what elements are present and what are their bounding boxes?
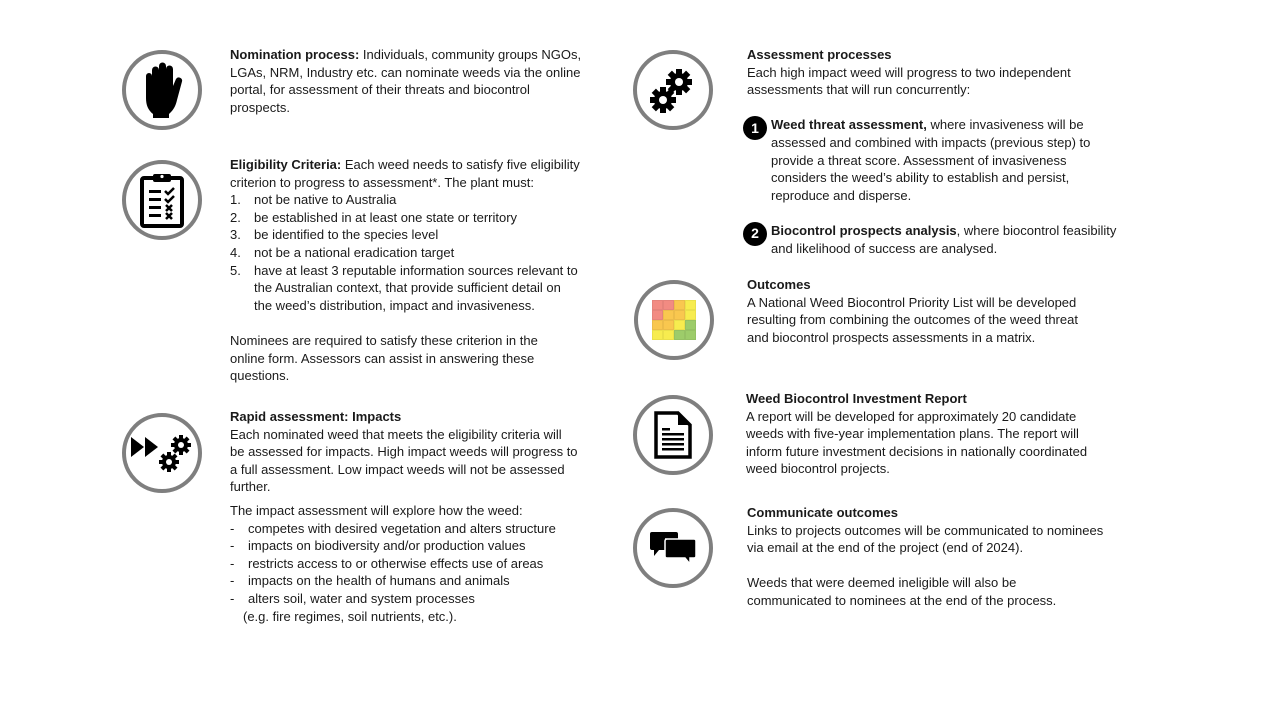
outcomes-title: Outcomes [747,277,811,292]
matrix-cell [652,320,663,330]
matrix-cell [674,300,685,310]
step-text: , where biocontrol feasibility [956,222,1117,238]
report-icon-circle [633,395,713,475]
criterion-text: the Australian context, that provide sufficient detail on [254,280,561,296]
eligibility-intro-line: criterion to progress to assessment*. The plant must: [230,174,534,190]
step-number-badge: 1 [743,116,767,140]
criterion-item [230,244,600,262]
assessment-body-line: Each high impact weed will progress to two independent [747,64,1071,80]
criterion-number: 3. [230,227,241,243]
assessment-step-1 [747,116,1137,204]
impact-bullet-text: competes with desired vegetation and alters structure [248,520,556,536]
impact-bullet-text: impacts on the health of humans and animals [248,573,510,589]
outcomes-section [747,276,1137,346]
nomination-section [230,46,600,116]
criterion-text: have at least 3 reputable information sources relevant to [254,262,578,278]
communicate-title: Communicate outcomes [747,505,898,520]
outcomes-icon-circle [634,280,714,360]
rapid-icon-circle [122,413,202,493]
bullet-marker: - [230,573,235,589]
matrix-cell [685,300,696,310]
rapid-title: Rapid assessment: Impacts [230,409,402,424]
fast-forward-gears-icon [131,433,193,473]
eligibility-section [230,156,600,385]
impact-bullet-text: alters soil, water and system processes [248,590,475,606]
matrix-cell [663,320,674,330]
criterion-number: 4. [230,244,241,260]
bullet-marker: - [230,555,235,571]
step-title: Weed threat assessment, [771,117,927,133]
nomination-body-line: portal, for assessment of their threats and biocontrol [230,82,530,98]
communicate-section [747,504,1137,610]
matrix-cell [674,330,685,340]
matrix-cell [652,300,663,310]
impact-bullet [230,590,600,608]
criterion-item [230,191,600,209]
outcomes-body-line: and biocontrol prospects assessments in a matrix. [747,329,1036,345]
step-text: reproduce and disperse. [771,187,912,203]
eligibility-footer-line: online form. Assessors can assist in answering these [230,350,535,366]
eligibility-criteria-list [230,191,600,314]
report-body-line: weeds with five-year implementation plans. The report will [746,426,1079,442]
impact-bullet-text: restricts access to or otherwise effects use of areas [248,555,544,571]
assessment-icon-circle [633,50,713,130]
step-number-badge: 2 [743,222,767,246]
gears-icon [648,65,698,115]
criterion-text: be identified to the species level [254,227,439,243]
clipboard-checklist-icon [139,172,185,228]
criterion-number: 1. [230,192,241,208]
assessment-section [747,46,1137,257]
step-text: provide a threat score. Assessment of invasiveness [771,152,1067,168]
impact-bullet [230,537,600,555]
impact-bullet [230,555,600,573]
matrix-cell [674,310,685,320]
matrix-cell [652,310,663,320]
assessment-title: Assessment processes [747,47,892,62]
report-body-line: weed biocontrol projects. [746,461,890,477]
impact-bullet-list [230,520,600,608]
outcomes-body-line: A National Weed Biocontrol Priority List will be developed [747,294,1077,310]
report-body-line: inform future investment decisions in nationally coordinated [746,443,1088,459]
bullet-marker: - [230,590,235,606]
eligibility-title: Eligibility Criteria: [230,157,342,172]
assessment-body-line: assessments that will run concurrently: [747,82,971,98]
assessment-step-2 [747,222,1137,257]
matrix-cell [674,320,685,330]
criterion-text: be established in at least one state or territory [254,209,518,225]
eligibility-footer-line: questions. [230,368,290,384]
matrix-cell [685,330,696,340]
matrix-cell [663,310,674,320]
rapid-body-line: be assessed for impacts. High impact weeds will progress to [230,444,578,460]
nomination-title: Nomination process: [230,47,360,62]
criterion-item [230,209,600,227]
matrix-cell [663,300,674,310]
eligibility-footer-line: Nominees are required to satisfy these criterion in the [230,332,538,348]
nomination-body-line: Individuals, community groups NGOs, [359,47,582,62]
criterion-item [230,226,600,244]
communicate-icon-circle [633,508,713,588]
speech-bubbles-icon [648,530,698,566]
impact-note: (e.g. fire regimes, soil nutrients, etc.). [243,608,457,624]
matrix-cell [663,330,674,340]
criterion-text: the weed’s distribution, impact and invasiveness. [254,297,535,313]
criterion-text: not be native to Australia [254,192,397,208]
priority-matrix-icon [652,300,696,340]
impact-bullet [230,520,600,538]
matrix-cell [685,310,696,320]
step-text: and likelihood of success are analysed. [771,240,998,256]
document-icon [654,411,692,459]
step-text: where invasiveness will be [926,117,1084,133]
report-body-line: A report will be developed for approximately 20 candidate [746,408,1077,424]
matrix-cell [685,320,696,330]
step-text: assessed and combined with impacts (previous step) to [771,134,1091,150]
criterion-number: 5. [230,262,241,278]
nomination-body-line: prospects. [230,99,290,115]
criterion-item [230,262,600,315]
eligibility-icon-circle [122,160,202,240]
report-title: Weed Biocontrol Investment Report [746,391,967,406]
nomination-body-line: LGAs, NRM, Industry etc. can nominate weeds via the online [230,64,581,80]
rapid-explore-intro: The impact assessment will explore how the weed: [230,502,523,518]
rapid-section [230,408,600,625]
criterion-text: not be a national eradication target [254,244,455,260]
communicate-footer-line: Weeds that were deemed ineligible will also be [747,575,1017,591]
impact-bullet-text: impacts on biodiversity and/or production values [248,538,526,554]
communicate-body-line: via email at the end of the project (end of 2024). [747,540,1024,556]
rapid-body-line: Each nominated weed that meets the eligibility criteria will [230,426,562,442]
rapid-body-line: a full assessment. Low impact weeds will not be assessed [230,461,565,477]
step-title: Biocontrol prospects analysis [771,222,957,238]
step-text: considers the weed’s ability to establish and persist, [771,170,1070,186]
matrix-cell [652,330,663,340]
hand-stop-icon [140,62,184,118]
bullet-marker: - [230,520,235,536]
communicate-footer-line: communicated to nominees at the end of the process. [747,592,1057,608]
impact-bullet [230,572,600,590]
criterion-number: 2. [230,209,241,225]
outcomes-body-line: resulting from combining the outcomes of the weed threat [747,312,1078,328]
communicate-body-line: Links to projects outcomes will be communicated to nominees [747,522,1104,538]
rapid-body-line: further. [230,479,271,495]
report-section [746,390,1136,478]
bullet-marker: - [230,538,235,554]
nomination-icon-circle [122,50,202,130]
eligibility-intro-line: Each weed needs to satisfy five eligibility [341,157,580,172]
